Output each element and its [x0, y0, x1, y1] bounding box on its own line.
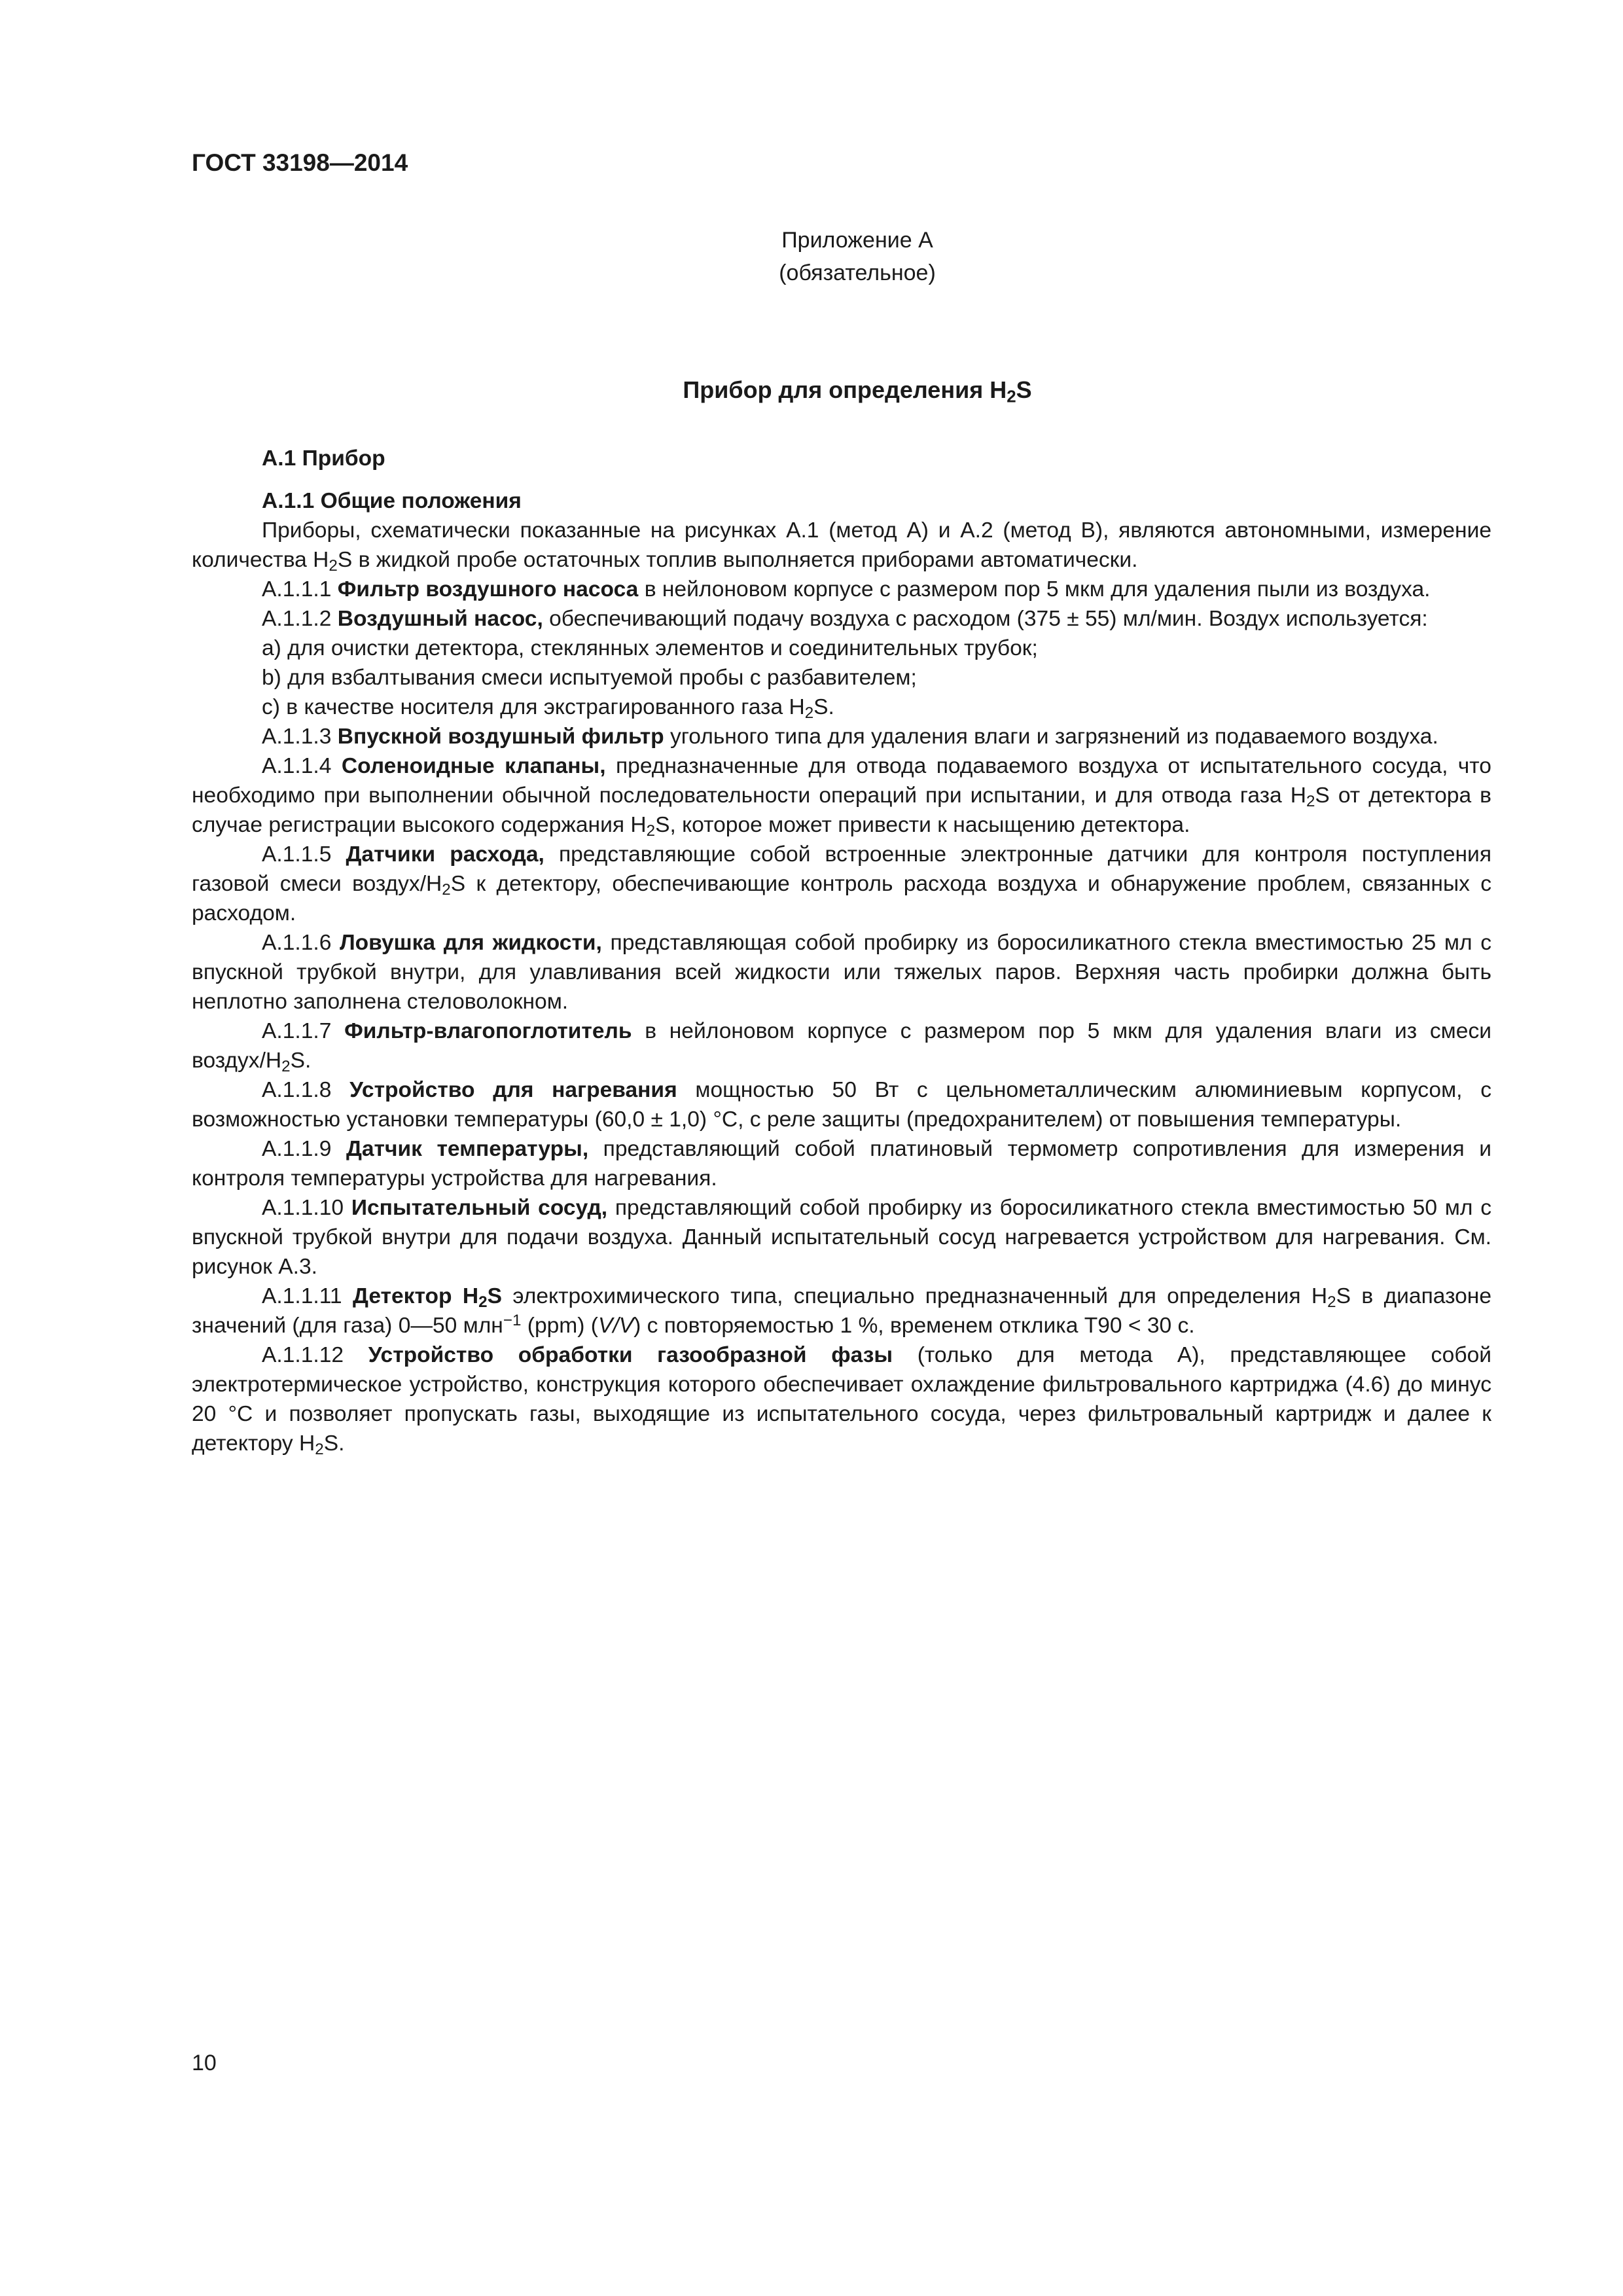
paragraph-a114: А.1.1.4 Соленоидные клапаны, предназначенные для отвода подаваемого воздуха от испытательного сосуда, что необходимо при выполнении обычной последовательности операций при испытании, и для отвода газа $H_2S$ от детектора в случае регистрации высокого содержания $H_2S$, которое может привести к насыщению детектора. [192, 754, 1491, 840]
paragraph-a116: А.1.1.6 Ловушка для жидкости, представляющая собой пробирку из боросиликатного стекла вместимостью 25 мл с впускной трубкой внутри, для улавливания всей жидкости или тяжелых паров. Верхняя часть пробирки должна быть неплотно заполнена стеловолокном. [192, 931, 1491, 1014]
standard-code: ГОСТ 33198—2014 [192, 149, 408, 176]
annex-heading [681, 224, 1034, 289]
paragraph-a1112: А.1.1.12 Устройство обработки газообразной фазы (только для метода А), представляющее собой электротермическое устройство, конструкция которого обеспечивает охлаждение фильтровального картриджа (4.6) до минус 20 °С и позволяет пропускать газы, выходящие из испытательного сосуда, через фильтровальный картридж и далее к детектору $H_2S$. [192, 1343, 1491, 1459]
paragraph-a115: А.1.1.5 Датчики расхода, представляющие собой встроенные электронные датчики для контроля поступления газовой смеси воздух/$H_2S$ к детектору, обеспечивающие контроль расхода воздуха и обнаружение проблем, связанных с расходом. [192, 842, 1492, 925]
list-item-b: b) для взбалтывания смеси испытуемой пробы с разбавителем; [262, 666, 917, 690]
annex-title: Прибор для определения $H_2S$ [683, 376, 1032, 406]
section-heading-a1: А.1 Прибор [262, 446, 385, 471]
annex-label: Приложение А [781, 228, 933, 253]
document-body [192, 444, 1491, 1458]
paragraph-intro: Приборы, схематически показанные на рисунках А.1 (метод А) и А.2 (метод В), являются автономными, измерение количества $H_2S$ в жидкой пробе остаточных топлив выполняется приборами автоматически. [192, 518, 1491, 575]
paragraph-a113: А.1.1.3 Впускной воздушный фильтр угольного типа для удаления влаги и загрязнений из подаваемого воздуха. [262, 725, 1438, 749]
list-item-a: a) для очистки детектора, стеклянных элементов и соединительных трубок; [262, 636, 1038, 660]
paragraph-a117: А.1.1.7 Фильтр-влагопоглотитель в нейлоновом корпусе с размером пор 5 мкм для удаления влаги из смеси воздух/$H_2S$. [192, 1019, 1491, 1076]
paragraph-a111: А.1.1.1 Фильтр воздушного насоса в нейлоновом корпусе с размером пор 5 мкм для удаления пыли из воздуха. [262, 577, 1431, 601]
annex-status: (обязательное) [779, 260, 936, 285]
paragraph-a1111: А.1.1.11 Детектор $H_2S$ электрохимического типа, специально предназначенный для определения $H_2S$ в диапазоне значений (для газа) 0—50 млн$^{-1}$ (ppm) (V/V) с повторяемостью 1 %, временем отклика Т90 < 30 с. [192, 1284, 1491, 1338]
paragraph-a1110: А.1.1.10 Испытательный сосуд, представляющий собой пробирку из боросиликатного стекла вместимостью 50 мл с впускной трубкой внутри для подачи воздуха. Данный испытательный сосуд нагревается устройством для нагревания. См. рисунок А.3. [192, 1196, 1491, 1279]
paragraph-a118: А.1.1.8 Устройство для нагревания мощностью 50 Вт с цельнометаллическим алюминиевым корпусом, с возможностью установки температуры (60,0 ± 1,0) °С, с реле защиты (предохранителем) от повышения температуры. [192, 1078, 1491, 1132]
paragraph-a112: А.1.1.2 Воздушный насос, обеспечивающий подачу воздуха с расходом (375 ± 55) мл/мин. Воздух используется: [262, 607, 1428, 631]
paragraph-a119: А.1.1.9 Датчик температуры, представляющий собой платиновый термометр сопротивления для измерения и контроля температуры устройства для нагревания. [192, 1137, 1491, 1191]
section-heading-a11: А.1.1 Общие положения [262, 489, 522, 513]
page-number: 10 [192, 2051, 217, 2075]
list-item-c: c) в качестве носителя для экстрагированного газа $H_2S$. [262, 695, 834, 723]
